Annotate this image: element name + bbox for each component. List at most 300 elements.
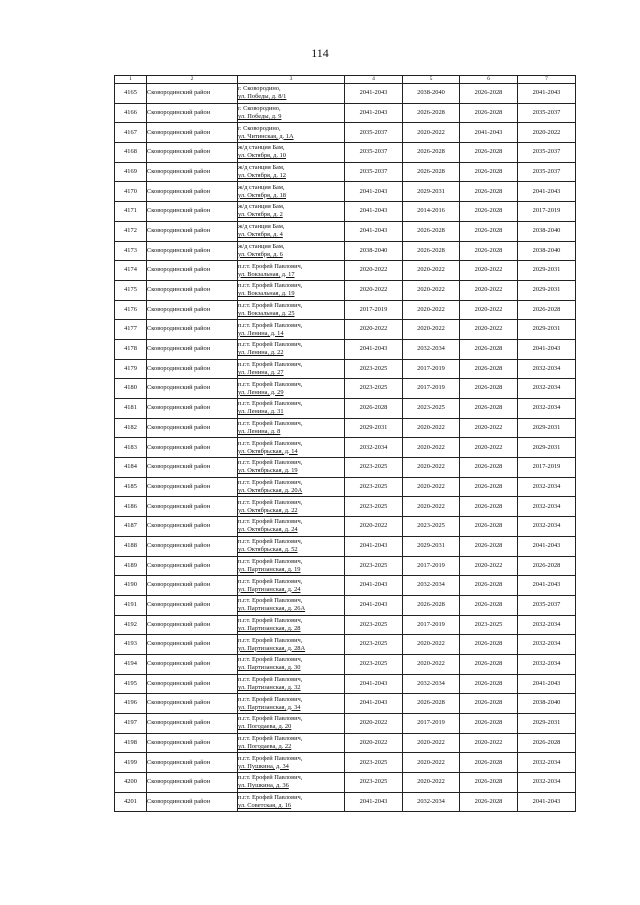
table-row: [115, 517, 576, 537]
address-street: ул. Ленина, д. 29: [238, 388, 284, 396]
period-cell: 2038-2040: [518, 241, 576, 261]
row-number: 4196: [115, 694, 147, 714]
district-cell: Сковородинский район: [147, 635, 238, 655]
address-cell: [238, 103, 345, 123]
address-street: ул. Октябрьская, д. 19: [238, 467, 298, 475]
period-cell: 2023-2025: [345, 654, 403, 674]
period-cell: 2023-2025: [345, 497, 403, 517]
period-cell: 2026-2028: [403, 241, 460, 261]
address-cell: [238, 753, 345, 773]
district-cell: Сковородинский район: [147, 438, 238, 458]
address-locality: п.г.т. Ерофей Павлович,: [238, 341, 303, 349]
period-cell: 2023-2025: [403, 517, 460, 537]
period-cell: 2020-2022: [403, 773, 460, 793]
period-cell: 2020-2022: [345, 517, 403, 537]
period-cell: 2026-2028: [460, 221, 518, 241]
period-cell: 2026-2028: [460, 497, 518, 517]
period-cell: 2020-2022: [403, 438, 460, 458]
period-cell: 2020-2022: [403, 458, 460, 478]
address-locality: п.г.т. Ерофей Павлович,: [238, 538, 303, 546]
period-cell: 2020-2022: [403, 497, 460, 517]
table-row: [115, 123, 576, 143]
period-cell: 2020-2022: [518, 123, 576, 143]
address-cell: [238, 418, 345, 438]
district-cell: Сковородинский район: [147, 694, 238, 714]
period-cell: 2041-2043: [518, 339, 576, 359]
district-cell: Сковородинский район: [147, 162, 238, 182]
period-cell: 2023-2025: [345, 773, 403, 793]
table-row: [115, 654, 576, 674]
address-street: ул. Ленина, д. 31: [238, 408, 284, 416]
row-number: 4200: [115, 773, 147, 793]
period-cell: 2026-2028: [460, 773, 518, 793]
address-cell: [238, 339, 345, 359]
table-row: [115, 536, 576, 556]
period-cell: 2020-2022: [403, 123, 460, 143]
period-cell: 2032-2034: [403, 792, 460, 812]
period-cell: 2017-2019: [403, 714, 460, 734]
table-row: [115, 379, 576, 399]
period-cell: 2020-2022: [460, 300, 518, 320]
period-cell: 2026-2028: [460, 182, 518, 202]
address-street: ул. Победы, д. 8/1: [238, 93, 287, 101]
table-row: [115, 339, 576, 359]
period-cell: 2020-2022: [460, 438, 518, 458]
district-cell: Сковородинский район: [147, 123, 238, 143]
table-row: [115, 300, 576, 320]
district-cell: Сковородинский район: [147, 261, 238, 281]
address-locality: п.г.т. Ерофей Павлович,: [238, 794, 303, 802]
period-cell: 2017-2019: [518, 202, 576, 222]
period-cell: 2041-2043: [518, 792, 576, 812]
row-number: 4186: [115, 497, 147, 517]
column-number-5: 5: [403, 76, 460, 84]
address-street: ул. Вокзальная, д. 19: [238, 290, 295, 298]
period-cell: 2023-2025: [403, 399, 460, 419]
address-cell: [238, 379, 345, 399]
address-cell: [238, 497, 345, 517]
address-locality: п.г.т. Ерофей Павлович,: [238, 616, 303, 624]
period-cell: 2026-2028: [460, 635, 518, 655]
period-cell: 2029-2031: [518, 261, 576, 281]
address-street: ул. Октябрьская, д. 24: [238, 526, 298, 534]
period-cell: 2041-2043: [345, 202, 403, 222]
district-cell: Сковородинский район: [147, 359, 238, 379]
period-cell: 2035-2037: [518, 143, 576, 163]
period-cell: 2023-2025: [345, 477, 403, 497]
period-cell: 2020-2022: [403, 300, 460, 320]
district-cell: Сковородинский район: [147, 517, 238, 537]
row-number: 4171: [115, 202, 147, 222]
row-number: 4201: [115, 792, 147, 812]
period-cell: 2041-2043: [518, 674, 576, 694]
period-cell: 2020-2022: [403, 753, 460, 773]
period-cell: 2038-2040: [345, 241, 403, 261]
period-cell: 2032-2034: [518, 635, 576, 655]
address-street: ул. Партизанская, д. 19: [238, 565, 301, 573]
period-cell: 2041-2043: [345, 182, 403, 202]
table-row: [115, 182, 576, 202]
period-cell: 2029-2031: [518, 438, 576, 458]
address-street: ул. Вокзальная, д. 25: [238, 309, 295, 317]
period-cell: 2029-2031: [518, 714, 576, 734]
address-locality: ж/д станция Бам,: [238, 144, 285, 152]
table-row: [115, 261, 576, 281]
period-cell: 2032-2034: [518, 753, 576, 773]
address-cell: [238, 674, 345, 694]
period-cell: 2026-2028: [460, 674, 518, 694]
period-cell: 2023-2025: [345, 556, 403, 576]
district-cell: Сковородинский район: [147, 714, 238, 734]
address-street: ул. Погодаева, д. 20: [238, 723, 292, 731]
row-number: 4183: [115, 438, 147, 458]
period-cell: 2032-2034: [403, 339, 460, 359]
address-street: ул. Октября, д. 18: [238, 191, 287, 199]
address-cell: [238, 458, 345, 478]
address-street: ул. Советская, д. 16: [238, 802, 292, 810]
period-cell: 2026-2028: [460, 399, 518, 419]
period-cell: 2035-2037: [345, 143, 403, 163]
address-street: ул. Октября, д. 2: [238, 211, 283, 219]
period-cell: 2017-2019: [403, 556, 460, 576]
period-cell: 2026-2028: [403, 103, 460, 123]
period-cell: 2026-2028: [460, 654, 518, 674]
table-row: [115, 280, 576, 300]
address-locality: п.г.т. Ерофей Павлович,: [238, 301, 303, 309]
address-locality: ж/д станция Бам,: [238, 203, 285, 211]
address-street: ул. Октябрьская, д. 14: [238, 447, 298, 455]
address-cell: [238, 399, 345, 419]
housing-register-table: [114, 75, 576, 812]
address-locality: п.г.т. Ерофей Павлович,: [238, 380, 303, 388]
address-locality: п.г.т. Ерофей Павлович,: [238, 735, 303, 743]
table-row: [115, 399, 576, 419]
address-cell: [238, 241, 345, 261]
period-cell: 2026-2028: [460, 379, 518, 399]
period-cell: 2026-2028: [403, 694, 460, 714]
address-cell: [238, 320, 345, 340]
period-cell: 2026-2028: [460, 517, 518, 537]
period-cell: 2035-2037: [518, 162, 576, 182]
address-cell: [238, 202, 345, 222]
table-row: [115, 241, 576, 261]
address-locality: п.г.т. Ерофей Павлович,: [238, 557, 303, 565]
row-number: 4187: [115, 517, 147, 537]
row-number: 4195: [115, 674, 147, 694]
period-cell: 2017-2019: [403, 359, 460, 379]
address-cell: [238, 536, 345, 556]
period-cell: 2023-2025: [345, 615, 403, 635]
address-street: ул. Погодаева, д. 22: [238, 743, 292, 751]
period-cell: 2035-2037: [345, 162, 403, 182]
row-number: 4178: [115, 339, 147, 359]
column-number-3: 3: [238, 76, 345, 84]
table-row: [115, 84, 576, 104]
row-number: 4165: [115, 84, 147, 104]
table-row: [115, 497, 576, 517]
row-number: 4173: [115, 241, 147, 261]
period-cell: 2032-2034: [345, 438, 403, 458]
address-locality: п.г.т. Ерофей Павлович,: [238, 360, 303, 368]
period-cell: 2026-2028: [460, 477, 518, 497]
table-row: [115, 162, 576, 182]
address-cell: [238, 714, 345, 734]
row-number: 4170: [115, 182, 147, 202]
address-locality: п.г.т. Ерофей Павлович,: [238, 754, 303, 762]
table-row: [115, 418, 576, 438]
address-street: ул. Октября, д. 6: [238, 250, 283, 258]
period-cell: 2020-2022: [460, 418, 518, 438]
table-row: [115, 359, 576, 379]
row-number: 4179: [115, 359, 147, 379]
row-number: 4198: [115, 733, 147, 753]
address-locality: г. Сковородино,: [238, 105, 281, 113]
address-cell: [238, 694, 345, 714]
period-cell: 2032-2034: [518, 497, 576, 517]
column-number-4: 4: [345, 76, 403, 84]
address-locality: п.г.т. Ерофей Павлович,: [238, 774, 303, 782]
address-street: ул. Партизанская, д. 28: [238, 624, 301, 632]
district-cell: Сковородинский район: [147, 182, 238, 202]
address-cell: [238, 261, 345, 281]
period-cell: 2026-2028: [460, 536, 518, 556]
table-row: [115, 773, 576, 793]
table-row: [115, 320, 576, 340]
row-number: 4180: [115, 379, 147, 399]
period-cell: 2041-2043: [345, 221, 403, 241]
period-cell: 2038-2040: [518, 221, 576, 241]
period-cell: 2032-2034: [518, 654, 576, 674]
period-cell: 2020-2022: [345, 714, 403, 734]
address-street: ул. Октября, д. 4: [238, 231, 283, 239]
address-locality: ж/д станция Бам,: [238, 183, 285, 191]
address-cell: [238, 162, 345, 182]
address-street: ул. Партизанская, д. 28А: [238, 644, 306, 652]
address-locality: п.г.т. Ерофей Павлович,: [238, 420, 303, 428]
address-street: ул. Ленина, д. 22: [238, 349, 284, 357]
period-cell: 2020-2022: [345, 261, 403, 281]
period-cell: 2041-2043: [518, 182, 576, 202]
period-cell: 2026-2028: [518, 556, 576, 576]
address-street: ул. Октябрьская, д. 20А: [238, 487, 303, 495]
district-cell: Сковородинский район: [147, 674, 238, 694]
address-street: ул. Пушкина, д. 34: [238, 762, 289, 770]
table-row: [115, 733, 576, 753]
address-street: ул. Октябрьская, д. 22: [238, 506, 298, 514]
address-locality: п.г.т. Ерофей Павлович,: [238, 439, 303, 447]
row-number: 4169: [115, 162, 147, 182]
address-street: ул. Партизанская, д. 26А: [238, 605, 306, 613]
address-locality: п.г.т. Ерофей Павлович,: [238, 479, 303, 487]
district-cell: Сковородинский район: [147, 595, 238, 615]
period-cell: 2026-2028: [460, 792, 518, 812]
address-cell: [238, 359, 345, 379]
address-street: ул. Читинская, д. 1А: [238, 132, 294, 140]
row-number: 4172: [115, 221, 147, 241]
table-row: [115, 458, 576, 478]
row-number: 4175: [115, 280, 147, 300]
period-cell: 2032-2034: [518, 517, 576, 537]
district-cell: Сковородинский район: [147, 654, 238, 674]
period-cell: 2020-2022: [403, 635, 460, 655]
period-cell: 2020-2022: [345, 733, 403, 753]
address-locality: п.г.т. Ерофей Павлович,: [238, 518, 303, 526]
period-cell: 2020-2022: [460, 733, 518, 753]
period-cell: 2020-2022: [460, 280, 518, 300]
period-cell: 2041-2043: [518, 576, 576, 596]
district-cell: Сковородинский район: [147, 84, 238, 104]
period-cell: 2020-2022: [403, 654, 460, 674]
period-cell: 2032-2034: [518, 359, 576, 379]
period-cell: 2038-2040: [403, 84, 460, 104]
period-cell: 2041-2043: [345, 576, 403, 596]
address-locality: п.г.т. Ерофей Павлович,: [238, 695, 303, 703]
period-cell: 2020-2022: [460, 261, 518, 281]
period-cell: 2020-2022: [403, 733, 460, 753]
row-number: 4199: [115, 753, 147, 773]
period-cell: 2032-2034: [518, 615, 576, 635]
period-cell: 2020-2022: [345, 320, 403, 340]
period-cell: 2035-2037: [518, 103, 576, 123]
address-cell: [238, 221, 345, 241]
period-cell: 2026-2028: [460, 103, 518, 123]
address-cell: [238, 438, 345, 458]
table-row: [115, 753, 576, 773]
address-locality: п.г.т. Ерофей Павлович,: [238, 636, 303, 644]
period-cell: 2032-2034: [403, 576, 460, 596]
table-row: [115, 674, 576, 694]
table-row: [115, 635, 576, 655]
district-cell: Сковородинский район: [147, 379, 238, 399]
period-cell: 2032-2034: [518, 773, 576, 793]
address-cell: [238, 182, 345, 202]
district-cell: Сковородинский район: [147, 339, 238, 359]
period-cell: 2041-2043: [518, 536, 576, 556]
period-cell: 2041-2043: [345, 595, 403, 615]
address-cell: [238, 280, 345, 300]
address-cell: [238, 615, 345, 635]
address-cell: [238, 733, 345, 753]
period-cell: 2029-2031: [403, 182, 460, 202]
period-cell: 2026-2028: [403, 595, 460, 615]
district-cell: Сковородинский район: [147, 103, 238, 123]
district-cell: Сковородинский район: [147, 399, 238, 419]
address-street: ул. Партизанская, д. 32: [238, 683, 301, 691]
row-number: 4166: [115, 103, 147, 123]
period-cell: 2041-2043: [460, 123, 518, 143]
address-street: ул. Октябрьская, д. 52: [238, 546, 298, 554]
column-number-row: [115, 76, 576, 84]
period-cell: 2020-2022: [460, 320, 518, 340]
row-number: 4188: [115, 536, 147, 556]
address-locality: п.г.т. Ерофей Павлович,: [238, 597, 303, 605]
period-cell: 2026-2028: [460, 162, 518, 182]
address-street: ул. Победы, д. 9: [238, 113, 282, 121]
period-cell: 2026-2028: [460, 714, 518, 734]
table-row: [115, 694, 576, 714]
period-cell: 2023-2025: [460, 615, 518, 635]
row-number: 4177: [115, 320, 147, 340]
period-cell: 2041-2043: [345, 84, 403, 104]
address-street: ул. Партизанская, д. 24: [238, 585, 301, 593]
period-cell: 2026-2028: [460, 753, 518, 773]
period-cell: 2017-2019: [518, 458, 576, 478]
address-cell: [238, 517, 345, 537]
address-cell: [238, 300, 345, 320]
period-cell: 2026-2028: [460, 359, 518, 379]
table-row: [115, 792, 576, 812]
period-cell: 2029-2031: [345, 418, 403, 438]
address-locality: п.г.т. Ерофей Павлович,: [238, 321, 303, 329]
period-cell: 2017-2019: [345, 300, 403, 320]
address-locality: г. Сковородино,: [238, 85, 281, 93]
period-cell: 2026-2028: [403, 221, 460, 241]
address-street: ул. Вокзальная, д. 17: [238, 270, 295, 278]
period-cell: 2017-2019: [403, 379, 460, 399]
period-cell: 2020-2022: [403, 261, 460, 281]
address-cell: [238, 654, 345, 674]
period-cell: 2020-2022: [403, 320, 460, 340]
table-row: [115, 103, 576, 123]
period-cell: 2020-2022: [345, 280, 403, 300]
period-cell: 2029-2031: [518, 280, 576, 300]
period-cell: 2020-2022: [403, 280, 460, 300]
district-cell: Сковородинский район: [147, 241, 238, 261]
address-street: ул. Октября, д. 10: [238, 152, 287, 160]
page-number: 114: [311, 46, 329, 60]
period-cell: 2023-2025: [345, 753, 403, 773]
period-cell: 2038-2040: [518, 694, 576, 714]
district-cell: Сковородинский район: [147, 733, 238, 753]
period-cell: 2029-2031: [403, 536, 460, 556]
district-cell: Сковородинский район: [147, 576, 238, 596]
row-number: 4193: [115, 635, 147, 655]
period-cell: 2026-2028: [460, 458, 518, 478]
address-street: ул. Ленина, д. 27: [238, 368, 284, 376]
period-cell: 2023-2025: [345, 379, 403, 399]
period-cell: 2041-2043: [345, 103, 403, 123]
address-cell: [238, 792, 345, 812]
district-cell: Сковородинский район: [147, 320, 238, 340]
address-street: ул. Октября, д. 12: [238, 172, 287, 180]
address-cell: [238, 773, 345, 793]
table-row: [115, 477, 576, 497]
address-cell: [238, 84, 345, 104]
address-locality: г. Сковородино,: [238, 124, 281, 132]
period-cell: 2014-2016: [403, 202, 460, 222]
period-cell: 2041-2043: [518, 84, 576, 104]
period-cell: 2026-2028: [460, 202, 518, 222]
district-cell: Сковородинский район: [147, 418, 238, 438]
address-cell: [238, 635, 345, 655]
address-locality: п.г.т. Ерофей Павлович,: [238, 282, 303, 290]
district-cell: Сковородинский район: [147, 615, 238, 635]
period-cell: 2032-2034: [403, 674, 460, 694]
table-row: [115, 714, 576, 734]
address-locality: п.г.т. Ерофей Павлович,: [238, 577, 303, 585]
address-street: ул. Пушкина, д. 36: [238, 782, 289, 790]
address-locality: ж/д станция Бам,: [238, 164, 285, 172]
district-cell: Сковородинский район: [147, 221, 238, 241]
table-row: [115, 576, 576, 596]
district-cell: Сковородинский район: [147, 300, 238, 320]
column-number-7: 7: [518, 76, 576, 84]
district-cell: Сковородинский район: [147, 477, 238, 497]
row-number: 4192: [115, 615, 147, 635]
row-number: 4185: [115, 477, 147, 497]
address-locality: п.г.т. Ерофей Павлович,: [238, 400, 303, 408]
table-row: [115, 221, 576, 241]
